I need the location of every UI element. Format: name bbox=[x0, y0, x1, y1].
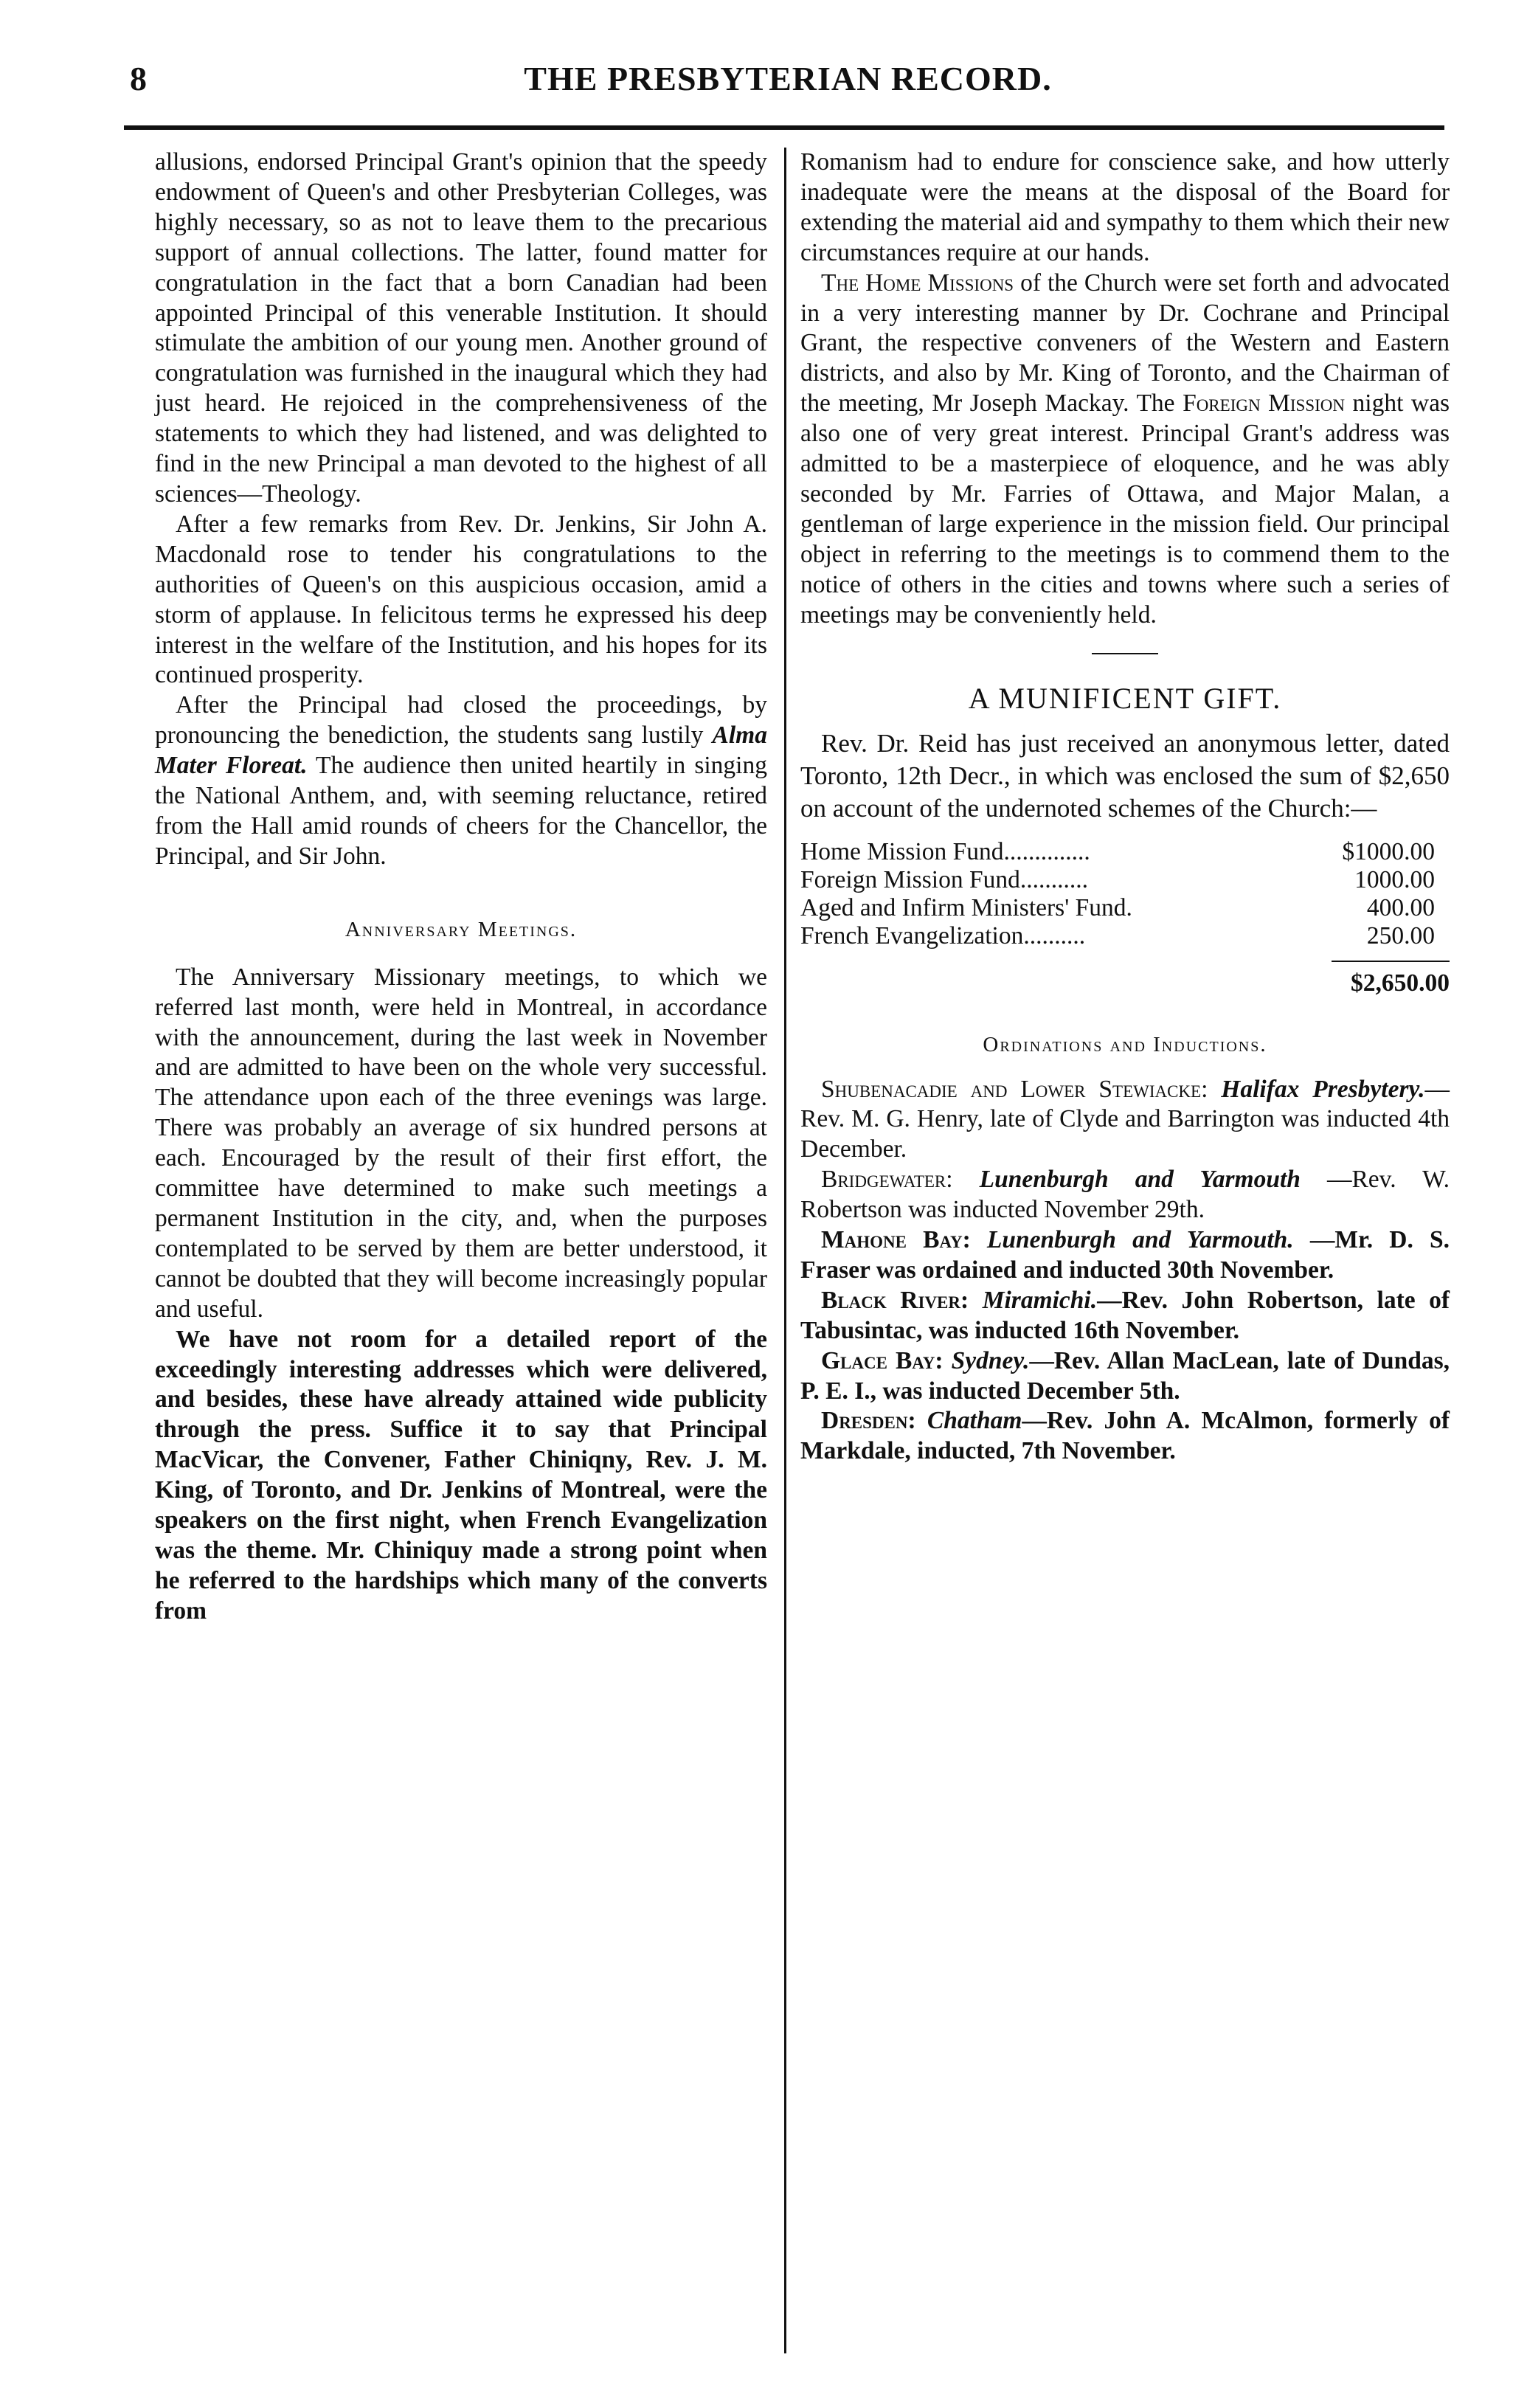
list-item bbox=[800, 1075, 1450, 1166]
ordination-place: Mahone Bay: bbox=[821, 1226, 971, 1254]
ordinations-heading: Ordinations and Inductions. bbox=[983, 1032, 1267, 1056]
page-header bbox=[124, 59, 1452, 103]
ordination-presbytery: Sydney. bbox=[951, 1346, 1030, 1374]
fund-amount: 250.00 bbox=[1366, 921, 1435, 949]
ordination-place: Dresden: bbox=[821, 1407, 916, 1435]
ordination-place: Shubenacadie and Lower Stewiacke: bbox=[821, 1075, 1208, 1103]
ordination-text: —Rev. M. G. Henry, late of Clyde and Barrington was inducted 4th December. bbox=[800, 1075, 1450, 1163]
fund-name: Home Mission Fund.............. bbox=[800, 837, 1090, 865]
alma-mater-text: Alma Mater Floreat. bbox=[155, 722, 767, 780]
ordination-presbytery: Halifax Presbytery. bbox=[1221, 1075, 1425, 1103]
ordination-text: —Rev. John Robertson, late of Tabusintac, was inducted 16th November. bbox=[800, 1286, 1450, 1344]
paragraph-home-missions bbox=[800, 269, 1450, 631]
ordination-text: —Rev. Allan MacLean, late of Dundas, P. E. I., was inducted December 5th. bbox=[800, 1346, 1450, 1405]
fund-amount: 1000.00 bbox=[1354, 865, 1435, 893]
ordination-place: Black River: bbox=[821, 1286, 969, 1314]
ordination-text: —Rev. W. Robertson was inducted November 29th. bbox=[800, 1166, 1450, 1224]
ordinations-list bbox=[800, 1075, 1450, 1467]
running-title: THE PRESBYTERIAN RECORD. bbox=[524, 60, 1052, 97]
list-item bbox=[800, 1346, 1450, 1407]
paragraph-romanism: Romanism had to endure for conscience sake, and how utterly inadequate were the means at the disposal of the Board for extending the material aid and sympathy to them which their new circumstances require at our hands. bbox=[800, 148, 1450, 266]
left-column bbox=[155, 148, 767, 1627]
fund-name: French Evangelization.......... bbox=[800, 921, 1086, 949]
fund-name: Aged and Infirm Ministers' Fund. bbox=[800, 893, 1132, 921]
page-number: 8 bbox=[130, 60, 147, 97]
ordination-place: Glace Bay: bbox=[821, 1346, 944, 1374]
anniversary-heading: Anniversary Meetings. bbox=[345, 917, 578, 941]
fund-table bbox=[800, 838, 1435, 950]
list-item bbox=[800, 1406, 1450, 1467]
list-item bbox=[800, 1165, 1450, 1225]
ordination-text: —Rev. John A. McAlmon, formerly of Markdale, inducted, 7th November. bbox=[800, 1407, 1450, 1465]
paragraph-macdonald: After a few remarks from Rev. Dr. Jenkins, Sir John A. Macdonald rose to tender his congratulations to the authorities of Queen's on this auspicious occasion, amid a storm of applause. In felicitous terms he expressed his deep interest in the welfare of the Institution, and his hopes for its continued prosperity. bbox=[155, 510, 767, 689]
ordination-place: Bridgewater: bbox=[821, 1166, 953, 1194]
column-divider bbox=[784, 148, 786, 2353]
gift-heading: A MUNIFICENT GIFT. bbox=[968, 681, 1282, 715]
paragraph-anniversary: The Anniversary Missionary meetings, to which we referred last month, were held in Montreal, in accordance with the announcement, during the last week in November and are admitted to have been on the whole very successful. The attendance upon each of the three evenings was large. There was probably an average of six hundred persons at each. Encouraged by the result of their first effort, the committee have determined to make such meetings a permanent Institution in the city, and, when the purposes contemplated to be served by them are better understood, it cannot be doubted that they will become increasingly popular and useful. bbox=[155, 963, 767, 1323]
home-missions-text-b: night was also one of very great interest. Principal Grant's address was admitted to be a masterpiece of eloquence, and he was ably seconded by Mr. Farries of Ottawa, and Major Malan, a gentleman of large experience in the mission field. Our principal object in referring to the meetings is to commend them to the notice of others in the cities and towns where such a series of meetings may be conveniently held. bbox=[800, 390, 1450, 629]
ordination-text: —Mr. D. S. Fraser was ordained and inducted 30th November. bbox=[800, 1226, 1450, 1284]
paragraph-grant-opinion: allusions, endorsed Principal Grant's opinion that the speedy endowment of Queen's and other Presbyterian Colleges, was highly necessary, so as not to leave them to the precarious support of annual collections. The latter, found matter for congratulation in the fact that a born Canadian had been appointed Principal of this venerable Institution. It should stimulate the ambition of our young men. Another ground of congratulation was furnished in the inaugural which they had just heard. He rejoiced in the comprehensiveness of the statements to which they had listened, and was delighted to find in the new Principal a man devoted to the highest of all sciences—Theology. bbox=[155, 148, 767, 508]
paragraph-speakers: We have not room for a detailed report of the exceedingly interesting addresses which were delivered, and besides, these have already attained wide publicity through the press. Suffice it to say that Principal MacVicar, the Convener, Father Chiniqny, Rev. J. M. King, of Toronto, and Dr. Jenkins of Montreal, were the speakers on the first night, when French Evangelization was the theme. Mr. Chiniquy made a strong point when he referred to the hardships which many of the converts from bbox=[155, 1325, 767, 1625]
home-missions-text-a: of the Church were set forth and advocated in a very interesting manner by Dr. Cochrane and Principal Grant, the respective conveners of the Western and Eastern districts, and also by Mr. King of Toronto, and the Chairman of the meeting, Mr Joseph Mackay. The bbox=[800, 269, 1450, 418]
foreign-mission-label: Foreign Mission bbox=[1183, 390, 1346, 418]
ordination-presbytery: Lunenburgh and Yarmouth bbox=[979, 1166, 1301, 1194]
right-column bbox=[800, 148, 1450, 1467]
table-row bbox=[800, 922, 1435, 950]
fund-amount: 400.00 bbox=[1366, 893, 1435, 921]
benediction-text-b: The audience then united heartily in singing the National Anthem, and, with seeming reluctance, retired from the Hall amid rounds of cheers for the Chancellor, the Principal, and Sir John. bbox=[155, 752, 767, 870]
ordination-presbytery: Chatham bbox=[927, 1407, 1022, 1435]
home-missions-label: The Home Missions bbox=[821, 269, 1014, 297]
benediction-text-a: After the Principal had closed the proceedings, by pronouncing the benediction, the students sang lustily bbox=[155, 691, 767, 750]
ordination-presbytery: Lunenburgh and Yarmouth. bbox=[986, 1226, 1294, 1254]
fund-name: Foreign Mission Fund........... bbox=[800, 865, 1088, 893]
ordination-presbytery: Miramichi. bbox=[982, 1286, 1098, 1314]
fund-total: $2,650.00 bbox=[1351, 969, 1450, 997]
table-row bbox=[800, 866, 1435, 894]
paragraph-benediction bbox=[155, 691, 767, 871]
table-row bbox=[800, 894, 1435, 922]
paragraph-gift: Rev. Dr. Reid has just received an anonymous letter, dated Toronto, 12th Decr., in which was enclosed the sum of $2,650 on account of the undernoted schemes of the Church:— bbox=[800, 728, 1450, 823]
fund-amount: $1000.00 bbox=[1342, 837, 1435, 865]
header-rule bbox=[124, 125, 1444, 130]
list-item bbox=[800, 1225, 1450, 1286]
table-row bbox=[800, 838, 1435, 866]
list-item bbox=[800, 1286, 1450, 1346]
